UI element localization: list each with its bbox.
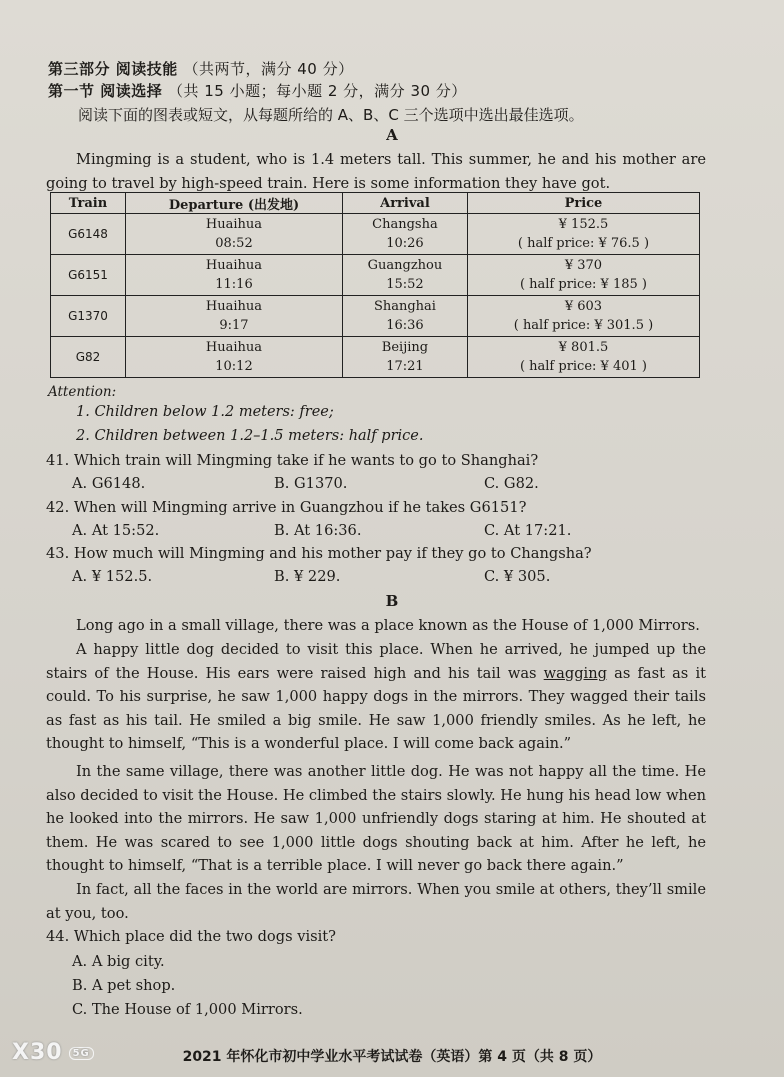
header-arrival: Arrival [342,193,467,214]
departure-cell: Huaihua 9:17 [126,296,343,337]
arrival-cell: Guangzhou 15:52 [342,255,467,296]
table-row [51,214,700,255]
train-number: G6151 [51,255,126,296]
page-footer: 2021 年怀化市初中学业水平考试试卷（英语）第 4 页（共 8 页） [182,1049,602,1065]
watermark-badge: 5G [69,1047,94,1060]
option-44-a: A. A big city. [72,953,165,970]
passage-b-letter: B [385,592,399,610]
price-cell: ¥ 801.5 ( half price: ¥ 401 ) [467,337,699,378]
price-cell: ¥ 370 ( half price: ¥ 185 ) [467,255,699,296]
part-title: 第三部分 阅读技能 [48,60,178,78]
question-43: 43. How much will Mingming and his mother pay if they go to Changsha? [46,545,592,562]
passage-a-letter: A [386,126,398,144]
note-2: 2. Children between 1.2–1.5 meters: half price. [76,428,424,444]
train-number: G82 [51,337,126,378]
option-42-c: C. At 17:21. [484,522,572,539]
option-44-c: C. The House of 1,000 Mirrors. [72,1001,303,1018]
section-heading [48,80,467,101]
question-42: 42. When will Mingming arrive in Guangzhou if he takes G6151? [46,499,527,516]
option-42-a: A. At 15:52. [72,522,160,539]
header-train: Train [51,193,126,214]
option-41-b: B. G1370. [274,475,348,492]
train-number: G1370 [51,296,126,337]
table-row [51,337,700,378]
departure-cell: Huaihua 10:12 [126,337,343,378]
option-43-a: A. ¥ 152.5. [72,568,153,585]
departure-cell: Huaihua 08:52 [126,214,343,255]
departure-cell: Huaihua 11:16 [126,255,343,296]
question-44: 44. Which place did the two dogs visit? [46,928,336,945]
train-number: G6148 [51,214,126,255]
note-1: 1. Children below 1.2 meters: free; [76,404,334,420]
price-cell: ¥ 152.5 ( half price: ¥ 76.5 ) [467,214,699,255]
section-note: （共 15 小题；每小题 2 分，满分 30 分） [167,82,467,100]
option-41-a: A. G6148. [72,475,146,492]
arrival-cell: Changsha 10:26 [342,214,467,255]
option-41-c: C. G82. [484,475,539,492]
header-departure: Departure (出发地) [126,193,343,214]
passage-a-intro: Mingming is a student, who is 1.4 meters tall. This summer, he and his mother are going to travel by high-speed train. Here is some information they have got. [46,151,706,192]
attention-label: Attention: [48,384,117,400]
passage-b-paragraph-4: In fact, all the faces in the world are mirrors. When you smile at others, they’ll smile at you, too. [46,881,706,922]
passage-b-paragraph-1: Long ago in a small village, there was a place known as the House of 1,000 Mirrors. [76,617,700,634]
option-44-b: B. A pet shop. [72,977,176,994]
table-row [51,255,700,296]
table-row [51,296,700,337]
section-title: 第一节 阅读选择 [48,82,163,100]
option-43-c: C. ¥ 305. [484,568,551,585]
passage-b-paragraph-3: In the same village, there was another little dog. He was not happy all the time. He also decided to visit the House. He climbed the stairs slowly. He hung his head low when he looked into the mirrors. He saw 1,000 unfriendly dogs staring at him. He shouted at them. He was scared to see 1,000 little dogs shouting back at him. After he left, he thought to himself, “That is a terrible place. I will never go back there again.” [46,763,706,875]
watermark-brand: X30 [12,1040,63,1065]
camera-watermark [12,1040,94,1065]
passage-b-paragraph-2: A happy little dog decided to visit this place. When he arrived, he jumped up the stairs of the House. His ears were raised high and his tail was wagging as fast as it could. To his surprise, he saw 1,000 happy dogs in the mirrors. They wagged their tails as fast as his tail. He smiled a big smile. He saw 1,000 friendly smiles. As he left, he thought to himself, “This is a wonderful place. I will come back again.” [46,641,706,753]
option-42-b: B. At 16:36. [274,522,362,539]
instruction: 阅读下面的图表或短文，从每题所给的 A、B、C 三个选项中选出最佳选项。 [78,106,584,124]
table-header-row [51,193,700,214]
price-cell: ¥ 603 ( half price: ¥ 301.5 ) [467,296,699,337]
part-heading [48,58,354,79]
arrival-cell: Shanghai 16:36 [342,296,467,337]
train-info-table [50,192,700,378]
question-41: 41. Which train will Mingming take if he wants to go to Shanghai? [46,452,539,469]
option-43-b: B. ¥ 229. [274,568,341,585]
underlined-word: wagging [543,664,607,682]
arrival-cell: Beijing 17:21 [342,337,467,378]
header-price: Price [467,193,699,214]
part-note: （共两节，满分 40 分） [183,60,354,78]
